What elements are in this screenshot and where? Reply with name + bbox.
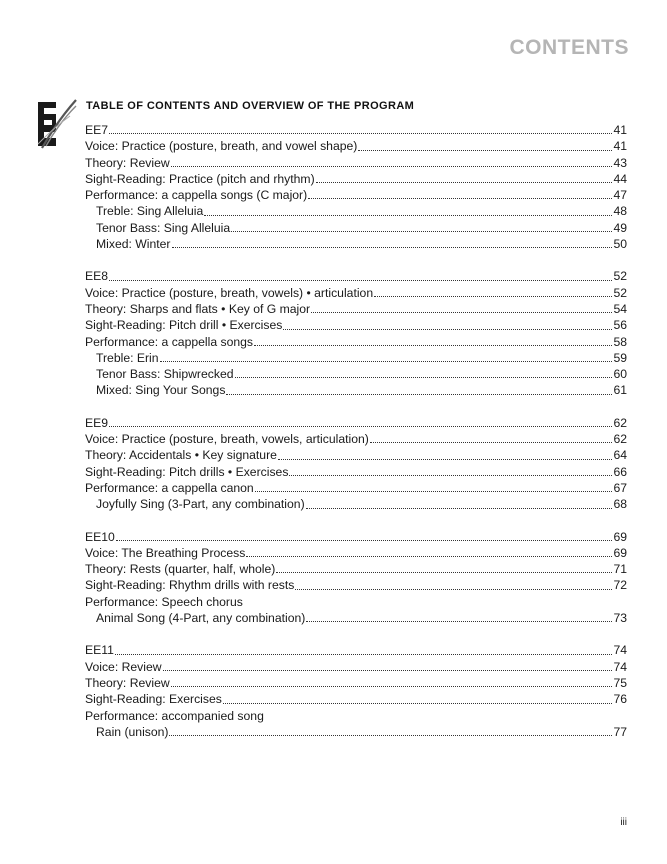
toc-entry: [85, 122, 627, 138]
dot-leader: [306, 621, 612, 622]
dot-leader: [115, 654, 612, 655]
ee-logo-icon: [36, 96, 78, 152]
toc-entry-label: Performance: a cappella songs (C major): [85, 188, 308, 203]
toc-entry-label: Mixed: Sing Your Songs: [96, 383, 226, 398]
toc-entry: [85, 431, 627, 447]
dot-leader: [283, 329, 612, 330]
toc-entry-page: 41: [613, 123, 627, 137]
dot-leader: [255, 491, 612, 492]
dot-leader: [311, 312, 612, 313]
toc-entry-label: Performance: accompanied song: [85, 708, 264, 723]
toc-entry-page: 64: [613, 448, 627, 463]
toc-entry: [85, 285, 627, 301]
toc-entry-page: 50: [613, 237, 627, 252]
toc-section: [85, 642, 627, 740]
dot-leader: [171, 166, 612, 167]
dot-leader: [370, 442, 612, 443]
toc-heading: TABLE OF CONTENTS AND OVERVIEW OF THE PROGRAM: [86, 100, 415, 112]
toc-entry-page: 75: [613, 675, 627, 690]
toc-entry-page: 41: [613, 139, 627, 154]
toc-entry-page: 76: [613, 692, 627, 707]
dot-leader: [204, 215, 612, 216]
toc-entry: [85, 529, 627, 545]
dot-leader: [231, 231, 612, 232]
toc-entry: [85, 577, 627, 593]
toc-entry-label: Tenor Bass: Shipwrecked: [96, 367, 234, 382]
toc-entry-page: 66: [613, 464, 627, 479]
toc-entry-label: Sight-Reading: Pitch drill • Exercises: [85, 318, 283, 333]
page-number: iii: [620, 817, 627, 828]
toc-entry-page: 61: [613, 383, 627, 398]
toc-entry: [85, 203, 627, 219]
toc-entry: [85, 366, 627, 382]
toc-entry-page: 59: [613, 350, 627, 365]
toc-entry-label: EE10: [85, 529, 115, 544]
dot-leader: [295, 589, 612, 590]
toc-entry-label: Sight-Reading: Pitch drills • Exercises: [85, 464, 289, 479]
toc-entry-page: 77: [613, 724, 627, 739]
toc-entry-label: Voice: Practice (posture, breath, vowels, articulation): [85, 432, 369, 447]
toc-entry-page: 48: [613, 204, 627, 219]
toc-entry-label: Rain (unison): [96, 724, 169, 739]
toc-entry-label: Sight-Reading: Exercises: [85, 692, 222, 707]
toc-section: [85, 268, 627, 398]
dot-leader: [223, 703, 612, 704]
toc-entry-label: EE7: [85, 123, 109, 137]
toc-entry-label: Theory: Accidentals • Key signature: [85, 448, 277, 463]
dot-leader: [374, 296, 612, 297]
toc-entry-label: Treble: Sing Alleluia: [96, 204, 204, 219]
toc-entry: [85, 155, 627, 171]
dot-leader: [235, 377, 612, 378]
toc-entry: [85, 317, 627, 333]
toc-entry: [85, 334, 627, 350]
toc-entry-label: Theory: Rests (quarter, half, whole): [85, 562, 276, 577]
dot-leader: [109, 426, 612, 427]
toc-entry: [85, 138, 627, 154]
toc-entry-page: 49: [613, 220, 627, 235]
toc-entry-page: 60: [613, 367, 627, 382]
toc-entry-page: 74: [613, 659, 627, 674]
toc-entry: [85, 268, 627, 284]
toc-entry: [85, 382, 627, 398]
toc-section: [85, 529, 627, 627]
toc-entry: [85, 496, 627, 512]
toc-entry-page: 72: [613, 578, 627, 593]
toc-entry: [85, 691, 627, 707]
toc-entry-label: Theory: Review: [85, 155, 170, 170]
toc-entry-page: 74: [613, 643, 627, 658]
table-of-contents: [85, 122, 627, 756]
toc-entry-label: Performance: a cappella canon: [85, 480, 254, 495]
dot-leader: [169, 735, 612, 736]
dot-leader: [289, 475, 612, 476]
toc-entry-label: Animal Song (4-Part, any combination): [96, 611, 306, 626]
toc-section: [85, 122, 627, 252]
toc-section: [85, 415, 627, 513]
toc-entry-page: 54: [613, 301, 627, 316]
toc-entry-label: Mixed: Winter: [96, 237, 171, 252]
toc-entry: [85, 187, 627, 203]
dot-leader: [172, 247, 613, 248]
toc-entry-page: 52: [613, 269, 627, 284]
toc-entry-page: 56: [613, 318, 627, 333]
dot-leader: [306, 508, 612, 509]
toc-entry-label: Theory: Review: [85, 675, 170, 690]
toc-entry-page: 62: [613, 432, 627, 447]
toc-entry: [85, 447, 627, 463]
toc-entry-page: 68: [613, 497, 627, 512]
toc-entry: [85, 301, 627, 317]
dot-leader: [160, 361, 612, 362]
dot-leader: [171, 686, 612, 687]
toc-entry-page: 69: [613, 545, 627, 560]
toc-entry: [85, 236, 627, 252]
toc-entry: [85, 610, 627, 626]
toc-entry-label: Sight-Reading: Practice (pitch and rhythm): [85, 171, 315, 186]
toc-entry-page: 47: [613, 188, 627, 203]
toc-entry: [85, 675, 627, 691]
dot-leader: [308, 198, 612, 199]
toc-entry-page: 62: [613, 415, 627, 430]
toc-entry-label: Voice: Practice (posture, breath, and vowel shape): [85, 139, 358, 154]
dot-leader: [109, 133, 612, 134]
toc-entry-label: EE8: [85, 269, 109, 284]
toc-entry: [85, 464, 627, 480]
toc-entry: [85, 594, 627, 610]
toc-entry-page: 58: [613, 334, 627, 349]
dot-leader: [254, 345, 612, 346]
toc-entry-label: Voice: Review: [85, 659, 162, 674]
toc-entry-label: Joyfully Sing (3-Part, any combination): [96, 497, 305, 512]
toc-entry-label: Performance: Speech chorus: [85, 594, 243, 609]
toc-entry: [85, 171, 627, 187]
toc-entry-page: 43: [613, 155, 627, 170]
dot-leader: [116, 540, 612, 541]
dot-leader: [109, 280, 612, 281]
dot-leader: [358, 150, 612, 151]
page-header-title: CONTENTS: [509, 36, 629, 59]
toc-entry: [85, 642, 627, 658]
toc-entry-page: 52: [613, 285, 627, 300]
toc-entry-label: EE11: [85, 643, 114, 658]
toc-entry-page: 69: [613, 529, 627, 544]
toc-entry: [85, 415, 627, 431]
toc-entry: [85, 561, 627, 577]
toc-entry: [85, 350, 627, 366]
toc-entry-label: Sight-Reading: Rhythm drills with rests: [85, 578, 295, 593]
dot-leader: [163, 670, 612, 671]
toc-entry: [85, 659, 627, 675]
toc-entry-label: Treble: Erin: [96, 350, 159, 365]
dot-leader: [246, 556, 612, 557]
toc-entry: [85, 545, 627, 561]
toc-entry: [85, 480, 627, 496]
toc-entry-page: 67: [613, 480, 627, 495]
toc-entry: [85, 708, 627, 724]
toc-entry-label: EE9: [85, 415, 109, 430]
toc-entry-page: 44: [613, 171, 627, 186]
dot-leader: [226, 394, 612, 395]
dot-leader: [276, 572, 612, 573]
toc-entry-page: 71: [613, 562, 627, 577]
toc-entry-label: Voice: Practice (posture, breath, vowels) • articulation: [85, 285, 374, 300]
toc-entry-label: Theory: Sharps and flats • Key of G major: [85, 301, 311, 316]
toc-entry: [85, 724, 627, 740]
dot-leader: [278, 459, 612, 460]
toc-entry-label: Performance: a cappella songs: [85, 334, 254, 349]
dot-leader: [316, 182, 612, 183]
toc-entry: [85, 220, 627, 236]
toc-entry-label: Voice: The Breathing Process: [85, 545, 246, 560]
toc-entry-page: 73: [613, 611, 627, 626]
toc-entry-label: Tenor Bass: Sing Alleluia: [96, 220, 231, 235]
